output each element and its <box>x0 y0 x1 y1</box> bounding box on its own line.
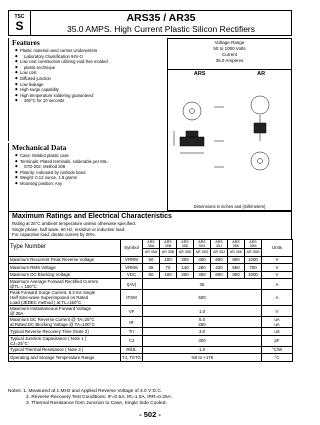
value-cell: -50 to +175 <box>143 354 262 362</box>
part-header: AR 35G <box>194 249 211 257</box>
unit-cell: °C <box>262 354 293 362</box>
mechanical-item: ◆ Polarity: Indicated by cathode band <box>15 170 167 176</box>
unit-cell: °C/W <box>262 346 293 354</box>
tsc-logo <box>9 11 31 35</box>
ratings-note-1: Rating at 25°C ambient temperature unless otherwise specified. <box>12 221 137 226</box>
mechanical-item: ◆ Mounting position: Any <box>15 181 167 187</box>
feature-item: ◆ 260°C for 10 seconds <box>15 98 167 104</box>
value-cell: 420 <box>211 264 228 272</box>
value-cell: 35 <box>143 264 160 272</box>
ratings-note-2: Single phase, half wave, 60 Hz, resistive or inductive load. <box>12 226 126 232</box>
symbol-cell: VF <box>121 306 143 317</box>
mechanical-data-section <box>8 143 167 211</box>
unit-cell: pF <box>262 335 293 346</box>
notes-section <box>8 389 292 408</box>
value-cell: 400 <box>194 256 211 264</box>
units-header: Units <box>262 240 293 257</box>
param-cell: Maximum RMS Voltage <box>9 264 121 272</box>
model-title: ARS35 / AR35 <box>126 11 196 24</box>
unit-line: uA <box>274 317 280 322</box>
value-cell: 100 <box>160 271 177 279</box>
param-line: @TL = 150°C <box>10 284 37 289</box>
voltage-range-label: Voltage Range <box>214 40 245 45</box>
symbol-cell: IR <box>121 317 143 328</box>
logo-mark: S <box>15 19 24 33</box>
part-header: AR 35K <box>228 249 245 257</box>
feature-item: ◆ High surge capability <box>15 87 167 93</box>
mechanical-item: ◆ Terminals: Plated terminals, solderable per MIL- <box>15 159 167 165</box>
param-line: @ 35A <box>10 311 24 316</box>
value-cell: 800 <box>228 271 245 279</box>
note-line: 2. Reverse Recovery Test Conditions: IF=0.5A, IR=1.0A, IRR=0.25A. <box>26 395 173 401</box>
part-header: AR 35M <box>245 249 262 257</box>
part-header: ARS 35J <box>211 240 228 249</box>
param-line: Load (JEDEC method ) at TL=150°C <box>10 300 82 305</box>
part-header: ARS 35D <box>177 240 194 249</box>
table-row <box>9 256 293 264</box>
part-header: ARS 35B <box>160 240 177 249</box>
table-row <box>9 346 293 354</box>
part-header: ARS 35G <box>194 240 211 249</box>
param-cell: Operating and Storage Temperature Range <box>9 354 121 362</box>
ratings-title: Maximum Ratings and Electrical Characteristics <box>12 213 172 220</box>
value-cell: 140 <box>177 264 194 272</box>
part-header: AR 35B <box>160 249 177 257</box>
value-cell: 500 <box>143 290 262 306</box>
feature-item: ◆ Low cost <box>15 70 167 76</box>
features-list <box>9 48 167 104</box>
value-cell: 300 <box>143 335 262 346</box>
symbol-cell: I(AV) <box>121 279 143 290</box>
param-line: Maximum Average Forward Rectified Current <box>10 279 98 284</box>
symbol-cell: IFSM <box>121 290 143 306</box>
value-cell: 400 <box>194 271 211 279</box>
feature-item: ◆ High temperature soldering guaranteed: <box>15 93 167 99</box>
symbol-cell: VDC <box>121 271 143 279</box>
datasheet-header <box>8 10 292 36</box>
value-cell: 280 <box>194 264 211 272</box>
value-cell: 200 <box>177 271 194 279</box>
rating-box <box>168 39 291 70</box>
part-header: AR 35A <box>143 249 160 257</box>
part-header: AR 35D <box>177 249 194 257</box>
value-cell: 35 <box>143 279 262 290</box>
table-row <box>9 354 293 362</box>
unit-cell: V <box>262 271 293 279</box>
table-row <box>9 328 293 336</box>
param-cell: Maximum Recurrent Peak Reverse Voltage <box>9 256 121 264</box>
note-line: 3. Thermal Resistance from Junction to Case, Single Side Cooled. <box>26 401 167 407</box>
value-cell <box>143 317 262 328</box>
feature-item: ◆ Low cost construction utilizing void-free molded <box>15 59 167 65</box>
value-cell: 3.0 <box>143 328 262 336</box>
value-cell: 700 <box>245 264 262 272</box>
table-row <box>9 306 293 317</box>
value-cell: 1.0 <box>143 306 262 317</box>
feature-item: ◆ Low leakage <box>15 82 167 88</box>
param-cell <box>9 279 121 290</box>
current-value: 35.0 Amperes <box>215 58 244 63</box>
param-cell <box>9 335 121 346</box>
table-row <box>9 317 293 328</box>
page-number: - 502 - <box>139 410 161 419</box>
table-row <box>9 335 293 346</box>
param-line: Half Sine-wave Superimposed on Rated <box>10 295 89 300</box>
table-row <box>9 264 293 272</box>
symbol-cell: VRMS <box>121 264 143 272</box>
voltage-range-value: 50 to 1000 Volts <box>213 46 246 51</box>
logo-text: TSC <box>14 14 25 20</box>
value-cell: 70 <box>160 264 177 272</box>
param-line: Maximum Instantaneous Forward Voltage <box>10 306 92 311</box>
unit-cell: uS <box>262 328 293 336</box>
table-row <box>9 271 293 279</box>
package-drawings <box>168 77 291 203</box>
unit-cell: A <box>262 290 293 306</box>
part-header: ARS 35K <box>228 240 245 249</box>
param-line: CJ=25°C <box>10 340 28 346</box>
ratings-table <box>8 239 293 362</box>
value-cell: 560 <box>228 264 245 272</box>
package-outline-drawing <box>168 77 291 197</box>
unit-cell: A <box>262 279 293 290</box>
value-cell: 600 <box>211 271 228 279</box>
table-header-row <box>9 240 293 249</box>
table-row <box>9 290 293 306</box>
package-panel <box>167 38 292 211</box>
mechanical-item: ◆ Weight: 0.12 ounce, 1.8 grams <box>15 175 167 181</box>
symbol-cell: VRRM <box>121 256 143 264</box>
feature-item: ◆ Diffused junction <box>15 76 167 82</box>
package-label-ar: AR <box>257 71 266 77</box>
ratings-section <box>8 211 292 239</box>
mechanical-item: ◆ STD-202, Method 208 <box>15 164 167 170</box>
value-line: 250 <box>198 322 206 327</box>
current-label: Current <box>221 52 237 57</box>
product-subtitle: 35.0 AMPS. High Current Plastic Silicon Rectifiers <box>66 23 256 34</box>
value-cell: 600 <box>211 256 228 264</box>
symbol-cell: CJ <box>121 335 143 346</box>
value-line: 5.0 <box>198 317 206 322</box>
symbol-cell: TJ, TSTG <box>122 354 141 360</box>
unit-cell <box>262 317 293 328</box>
param-line: at Rated DC Blocking Voltage @ TA=100°C <box>10 322 95 327</box>
features-title: Features <box>12 38 40 47</box>
symbol-cell: RθJL <box>121 346 143 354</box>
param-line: Typical Junction Capacitance ( Note 1 ) <box>10 335 87 341</box>
features-section <box>8 38 167 141</box>
param-cell <box>9 306 121 317</box>
param-cell <box>9 290 121 306</box>
package-label-ars: ARS <box>193 71 206 77</box>
part-header: AR 35J <box>211 249 228 257</box>
value-cell: 1000 <box>245 271 262 279</box>
table-row <box>9 279 293 290</box>
param-line: Maximum DC Reverse Current @ TA=25°C <box>10 317 95 322</box>
feature-item: ◆ Laboratory Classification 94V-O <box>15 54 167 60</box>
unit-cell: V <box>262 306 293 317</box>
feature-item: ◆ plastic technique <box>15 65 167 71</box>
param-line: Peak Forward Surge Current, 8.3 ms Single <box>10 290 96 295</box>
unit-cell: V <box>262 256 293 264</box>
mechanical-list <box>9 153 167 187</box>
value-cell: 50 <box>143 256 160 264</box>
feature-item: ◆ Plastic material used carries Underwriters <box>15 48 167 54</box>
part-header: ARS 35A <box>143 240 160 249</box>
symbol-header: Symbol <box>121 240 143 257</box>
value-cell: 1.0 <box>143 346 262 354</box>
unit-cell: V <box>262 264 293 272</box>
type-number-header: Type Number <box>9 240 121 257</box>
symbol-cell: Trr <box>121 328 143 336</box>
param-cell: Typical Thermal Resistance ( Note 3 ) <box>9 346 121 354</box>
ratings-note-3: For capacitive load, derate current by 20%. <box>12 232 96 237</box>
dimensions-caption: Dimensions in inches and (millimeters) <box>193 204 266 209</box>
part-header: ARS 35M <box>245 240 262 249</box>
param-cell <box>9 317 121 328</box>
value-cell: 50 <box>143 271 160 279</box>
value-cell: 1000 <box>245 256 262 264</box>
value-cell: 100 <box>160 256 177 264</box>
title-box <box>31 11 291 35</box>
param-cell: Maximum DC Blocking Voltage <box>9 271 121 279</box>
value-cell: 200 <box>177 256 194 264</box>
mechanical-title: Mechanical Data <box>12 143 67 152</box>
value-cell: 800 <box>228 256 245 264</box>
param-cell: Typical Reverse Recovery Time (Note 2) <box>9 328 121 336</box>
mechanical-item: ◆ Case: Molded plastic case <box>15 153 167 159</box>
note-line: Notes: 1. Measured at 1 MHz and Applied Reverse Voltage of 4.0 V D.C. <box>8 389 163 394</box>
unit-line: uA <box>274 322 280 327</box>
